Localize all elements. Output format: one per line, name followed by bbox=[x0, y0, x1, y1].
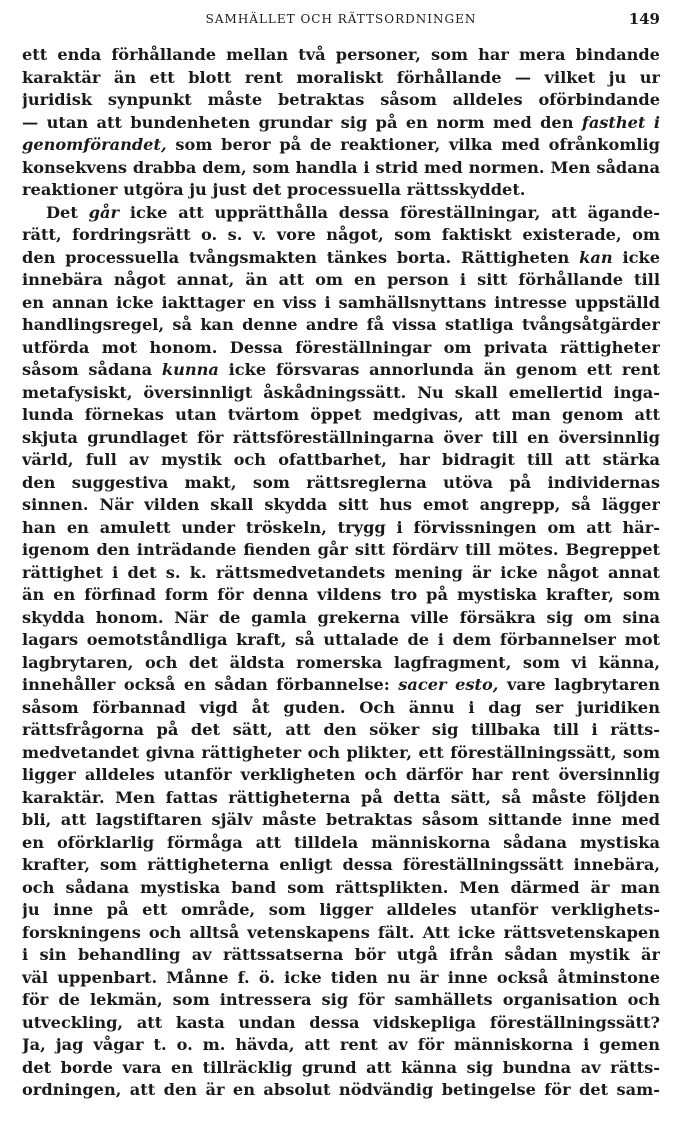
text-line bbox=[22, 1012, 660, 1035]
text-span: sinnen. När vilden skall skydda sitt hus emot angrepp, så lägger bbox=[22, 495, 660, 514]
text-line bbox=[22, 922, 660, 945]
text-span: innebära något annat, än att om en person i sitt förhållande till bbox=[22, 270, 660, 289]
text-line bbox=[22, 202, 660, 225]
text-span: den processuella tvångsmakten tänkes borta. Rättigheten bbox=[22, 247, 580, 267]
text-span: vare lagbrytaren bbox=[498, 675, 660, 694]
text-span: än en förfinad form för denna vildens tro på mystiska krafter, som bbox=[22, 585, 660, 604]
text-line bbox=[22, 292, 660, 315]
text-line bbox=[22, 179, 660, 202]
italic-text: fasthet i bbox=[581, 112, 660, 132]
text-line bbox=[22, 1057, 660, 1080]
text-span: konsekvens drabba dem, som handla i strid med normen. Men sådana bbox=[22, 157, 660, 177]
text-span: krafter, som rättigheterna enligt dessa föreställningssätt innebära, bbox=[22, 855, 660, 874]
body-text bbox=[22, 44, 660, 1102]
text-span: och sådana mystiska band som rättsplikten. Men därmed är man bbox=[22, 877, 660, 897]
text-line bbox=[22, 67, 660, 90]
text-line bbox=[22, 359, 660, 382]
text-line bbox=[22, 44, 660, 67]
text-span: ordningen, att den är en absolut nödvändig betingelse för det sam- bbox=[22, 1080, 660, 1099]
text-line bbox=[22, 539, 660, 562]
text-line bbox=[22, 1034, 660, 1057]
text-line bbox=[22, 134, 660, 157]
text-line bbox=[22, 854, 660, 877]
text-line bbox=[22, 247, 660, 270]
text-span: lagbrytaren, och det äldsta romerska lagfragment, som vi känna, bbox=[22, 652, 660, 672]
text-span: det borde vara en tillräcklig grund att känna sig bundna av rätts- bbox=[22, 1057, 660, 1077]
text-line bbox=[22, 112, 660, 135]
text-line bbox=[22, 472, 660, 495]
text-span: handlingsregel, så kan denne andre få vissa statliga tvångsåtgärder bbox=[22, 315, 660, 334]
text-span: skjuta grundlaget för rättsföreställningarna över till en översinnlig bbox=[22, 427, 660, 447]
text-line bbox=[22, 517, 660, 540]
text-line bbox=[22, 989, 660, 1012]
text-span: ligger alldeles utanför verkligheten och därför har rent översinnlig bbox=[22, 765, 660, 784]
text-span: såsom sådana bbox=[22, 360, 162, 379]
text-line bbox=[22, 877, 660, 900]
italic-text: sacer esto, bbox=[398, 675, 499, 694]
text-line bbox=[22, 944, 660, 967]
text-span: skydda honom. När de gamla grekerna ville försäkra sig om sina bbox=[22, 607, 660, 627]
page-number: 149 bbox=[628, 10, 660, 28]
text-span: bli, att lagstiftaren själv måste betraktas såsom sittande inne med bbox=[22, 810, 660, 829]
text-line bbox=[22, 584, 660, 607]
text-span: ett enda förhållande mellan två personer, som har mera bindande bbox=[22, 45, 660, 64]
text-span: lunda förnekas utan tvärtom öppet medgivas, att man genom att bbox=[22, 405, 660, 424]
text-line bbox=[22, 607, 660, 630]
text-line bbox=[22, 269, 660, 292]
text-span: ju inne på ett område, som ligger alldeles utanför verklighets- bbox=[22, 900, 660, 919]
text-line bbox=[22, 337, 660, 360]
text-span: väl uppenbart. Månne f. ö. icke tiden nu är inne också åtminstone bbox=[22, 967, 660, 987]
text-line bbox=[22, 314, 660, 337]
running-title: SAMHÄLLET OCH RÄTTSORDNINGEN bbox=[205, 12, 477, 26]
text-line bbox=[22, 809, 660, 832]
italic-text: går bbox=[88, 202, 120, 222]
text-span: värld, full av mystik och ofattbarhet, har bidragit till att stärka bbox=[22, 450, 660, 469]
text-line bbox=[22, 224, 660, 247]
text-line bbox=[22, 899, 660, 922]
italic-text: kan bbox=[579, 247, 613, 267]
italic-text: kunna bbox=[161, 360, 219, 379]
text-span: en oförklarlig förmåga att tilldela människorna sådana mystiska bbox=[22, 832, 660, 852]
text-line bbox=[22, 787, 660, 810]
text-line bbox=[22, 382, 660, 405]
text-span: rättsfrågorna på det sätt, att den söker sig tillbaka till i rätts- bbox=[22, 720, 660, 739]
text-span: icke att upprätthålla dessa föreställningar, att ägande- bbox=[119, 202, 660, 222]
text-span: Ja, jag vågar t. o. m. hävda, att rent av för människorna i gemen bbox=[22, 1035, 660, 1054]
text-span: rättighet i det s. k. rättsmedvetandets mening är icke något annat bbox=[22, 562, 660, 582]
text-span: reaktioner utgöra ju just det processuella rättsskyddet. bbox=[22, 180, 526, 199]
text-span: utförda mot honom. Dessa föreställningar om privata rättigheter bbox=[22, 337, 660, 357]
text-span: juridisk synpunkt måste betraktas såsom alldeles oförbindande bbox=[22, 90, 660, 109]
text-span: som beror på de reaktioner, vilka med ofrånkomlig bbox=[166, 135, 660, 154]
text-line bbox=[22, 449, 660, 472]
text-span: innehåller också en sådan förbannelse: bbox=[22, 675, 399, 694]
text-span: Det bbox=[46, 202, 89, 222]
text-span: igenom den inträdande fienden går sitt fördärv till mötes. Begreppet bbox=[22, 540, 660, 559]
text-line bbox=[22, 404, 660, 427]
text-line bbox=[22, 674, 660, 697]
text-span: utveckling, att kasta undan dessa vidskepliga föreställningssätt? bbox=[22, 1012, 660, 1032]
text-line bbox=[22, 764, 660, 787]
text-line bbox=[22, 967, 660, 990]
text-span: rätt, fordringsrätt o. s. v. vore något, som faktiskt existerade, om bbox=[22, 225, 660, 244]
text-line bbox=[22, 157, 660, 180]
text-line bbox=[22, 494, 660, 517]
text-span: icke bbox=[612, 247, 660, 267]
text-span: han en amulett under tröskeln, trygg i förvissningen om att här- bbox=[22, 517, 660, 537]
text-span: i sin behandling av rättssatserna bör utgå ifrån sådan mystik är bbox=[22, 945, 660, 964]
text-line bbox=[22, 1079, 660, 1102]
text-line bbox=[22, 697, 660, 720]
text-span: karaktär än ett blott rent moraliskt förhållande — vilket ju ur bbox=[22, 67, 660, 87]
text-span: medvetandet givna rättigheter och plikter, ett föreställningssätt, som bbox=[22, 742, 660, 762]
text-span: icke försvaras annorlunda än genom ett rent bbox=[218, 360, 660, 379]
text-span: metafysiskt, översinnligt åskådningssätt. Nu skall emellertid inga- bbox=[22, 382, 660, 402]
text-span: den suggestiva makt, som rättsreglerna utöva på individernas bbox=[22, 472, 660, 492]
italic-text: genomförandet, bbox=[22, 135, 167, 154]
text-line bbox=[22, 427, 660, 450]
running-head bbox=[22, 8, 660, 30]
text-line bbox=[22, 832, 660, 855]
text-line bbox=[22, 652, 660, 675]
text-span: för de lekmän, som intressera sig för samhällets organisation och bbox=[22, 990, 660, 1009]
text-line bbox=[22, 562, 660, 585]
text-line bbox=[22, 719, 660, 742]
text-line bbox=[22, 742, 660, 765]
text-span: — utan att bundenheten grundar sig på en norm med den bbox=[22, 112, 582, 132]
text-span: lagars oemotståndliga kraft, så uttalade de i dem förbannelser mot bbox=[22, 630, 660, 649]
text-span: en annan icke iakttager en viss i samhällsnyttans intresse uppställd bbox=[22, 292, 660, 312]
text-line bbox=[22, 629, 660, 652]
text-span: forskningens och alltså vetenskapens fält. Att icke rättsvetenskapen bbox=[22, 922, 660, 942]
text-span: såsom förbannad vigd åt guden. Och ännu i dag ser juridiken bbox=[22, 697, 660, 717]
text-span: karaktär. Men fattas rättigheterna på detta sätt, så måste följden bbox=[22, 787, 660, 807]
text-line bbox=[22, 89, 660, 112]
